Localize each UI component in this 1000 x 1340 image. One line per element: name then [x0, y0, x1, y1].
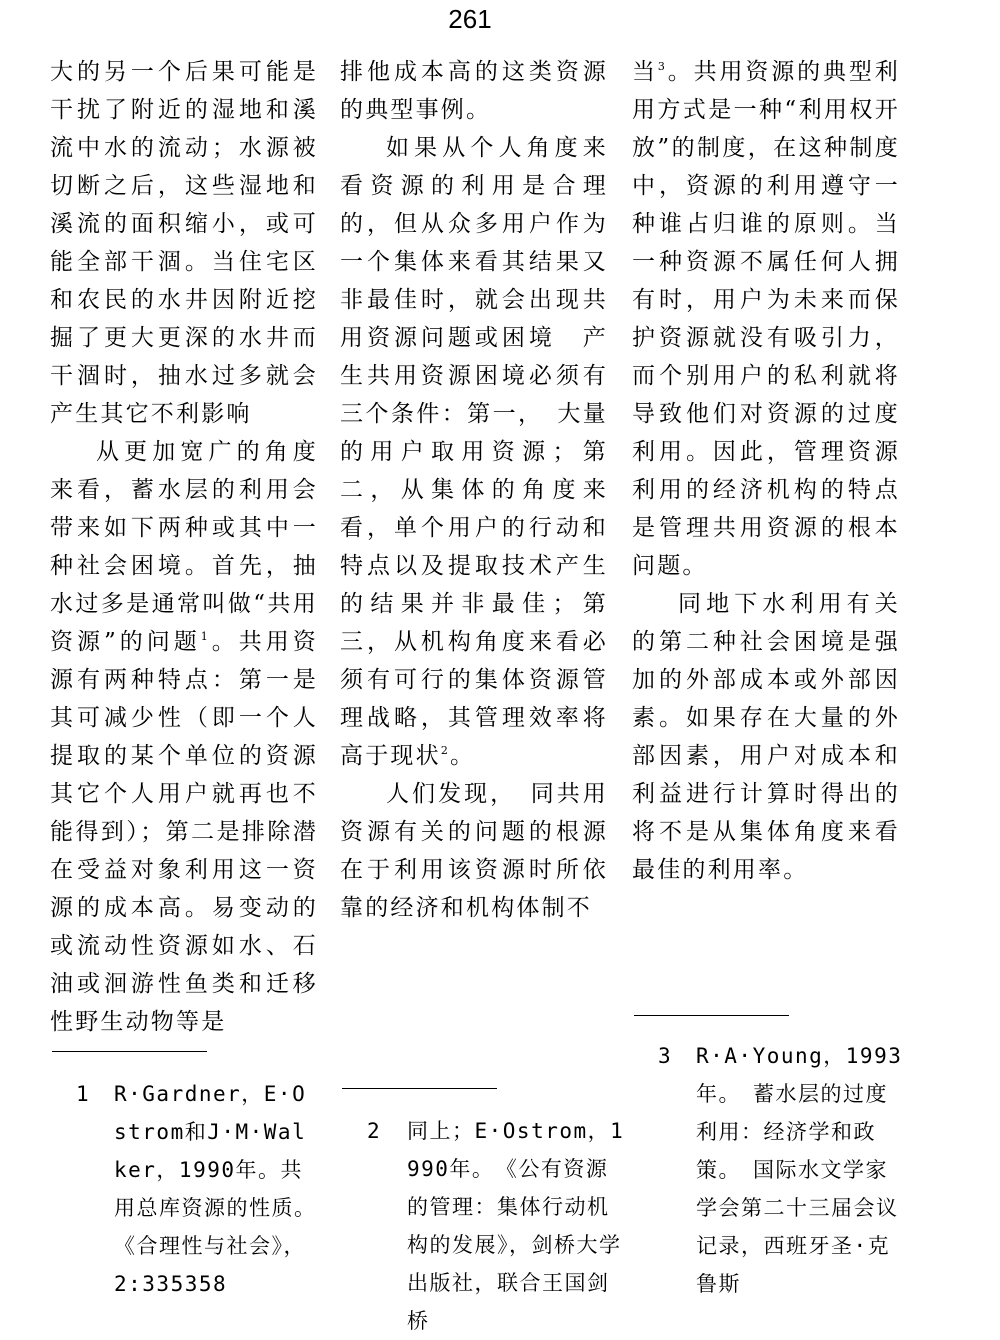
footnote-text: 同上；E·Ostrom，1990年。 《公有资源的管理：集体行动机构的发展》，剑桥大学出版社，联合王国剑桥 — [407, 1119, 625, 1333]
paragraph-text: 。共用资源有两种特点：第一是其可减少性（即一个人提取的某个单位的资源其它个人用户就再也不能得到）；第二是排除潜在受益对象利用这一资源的成本高。易变动的或流动性资源如水、石油或洄游性鱼类和迁移性野生动物等是 — [50, 629, 318, 1035]
footnote-number: 3 — [658, 1044, 673, 1068]
footnote-ref-1: 1 — [200, 630, 210, 643]
paragraph — [340, 129, 608, 775]
paragraph — [50, 53, 318, 433]
footnote-rule-3 — [634, 1015, 789, 1016]
footnote-ref-2: 2 — [440, 744, 451, 757]
paragraph — [340, 53, 608, 129]
footnote-number: 2 — [367, 1119, 382, 1143]
paragraph-text: 如果从个人角度来看资源的利用是合理的，但从众多用户作为一个集体来看其结果又非最佳时，就会出现共用资源问题或困境 产生共用资源困境必须有三个条件：第一， 大量的用户取用资源；第二，从集体的角度来看，单个用户的行动和特点以及提取技术产生的结果并非最佳；第三，从机构角度来看必须有可行的集体资源管理战略，其管理效率将高于现状 — [340, 135, 608, 769]
footnote-rule-1 — [52, 1051, 207, 1052]
paragraph-text: 。 — [450, 743, 476, 769]
paragraph-text: 人们发现， 同共用资源有关的问题的根源在于利用该资源时所依靠的经济和机构体制不 — [340, 781, 608, 921]
footnote-ref-3: 3 — [657, 60, 668, 73]
paragraph — [340, 775, 608, 927]
paragraph — [632, 585, 900, 889]
paragraph — [50, 433, 318, 1041]
footnote-text: R·Gardner，E·Ostrom和J·M·Walker，1990年。共用总库资源的性质。 《合理性与社会》，2:335358 — [114, 1082, 329, 1296]
footnote-number: 1 — [76, 1082, 91, 1106]
paragraph-text: 排他成本高的这类资源的典型事例。 — [340, 59, 608, 123]
paragraph-text: 大的另一个后果可能是干扰了附近的湿地和溪流中水的流动；水源被切断之后，这些湿地和溪流的面积缩小，或可能全部干涸。当住宅区和农民的水井因附近挖掘了更大更深的水井而干涸时，抽水过多就会产生其它不利影响 — [50, 59, 318, 427]
text-column-1 — [50, 53, 318, 1041]
text-column-3 — [632, 53, 900, 889]
text-column-2 — [340, 53, 608, 927]
footnote-text: R·A·Young，1993年。 蓄水层的过度利用：经济学和政策。 国际水文学家学会第二十三届会议记录，西班牙圣·克鲁斯 — [696, 1044, 903, 1296]
paragraph-text: 同地下水利用有关的第二种社会困境是强加的外部成本或外部因素。如果存在大量的外部因素，用户对成本和利益进行计算时得出的将不是从集体角度来看最佳的利用率。 — [632, 591, 900, 883]
footnote-rule-2 — [342, 1088, 497, 1089]
paragraph-text: 。共用资源的典型利用方式是一种“利用权开放”的制度，在这种制度中，资源的利用遵守一种谁占归谁的原则。当一种资源不属任何人拥有时，用户为未来而保护资源就没有吸引力，而个别用户的私利就将导致他们对资源的过度利用。因此，管理资源利用的经济机构的特点是管理共用资源的根本问题。 — [632, 59, 900, 579]
paragraph — [632, 53, 900, 585]
page-number: 261 — [448, 4, 492, 34]
paragraph-text: 当 — [632, 59, 658, 85]
paragraph-text: 从更加宽广的角度来看，蓄水层的利用会带来如下两种或其中一种社会困境。首先，抽水过多是通常叫做“共用资源”的问题 — [50, 439, 318, 655]
